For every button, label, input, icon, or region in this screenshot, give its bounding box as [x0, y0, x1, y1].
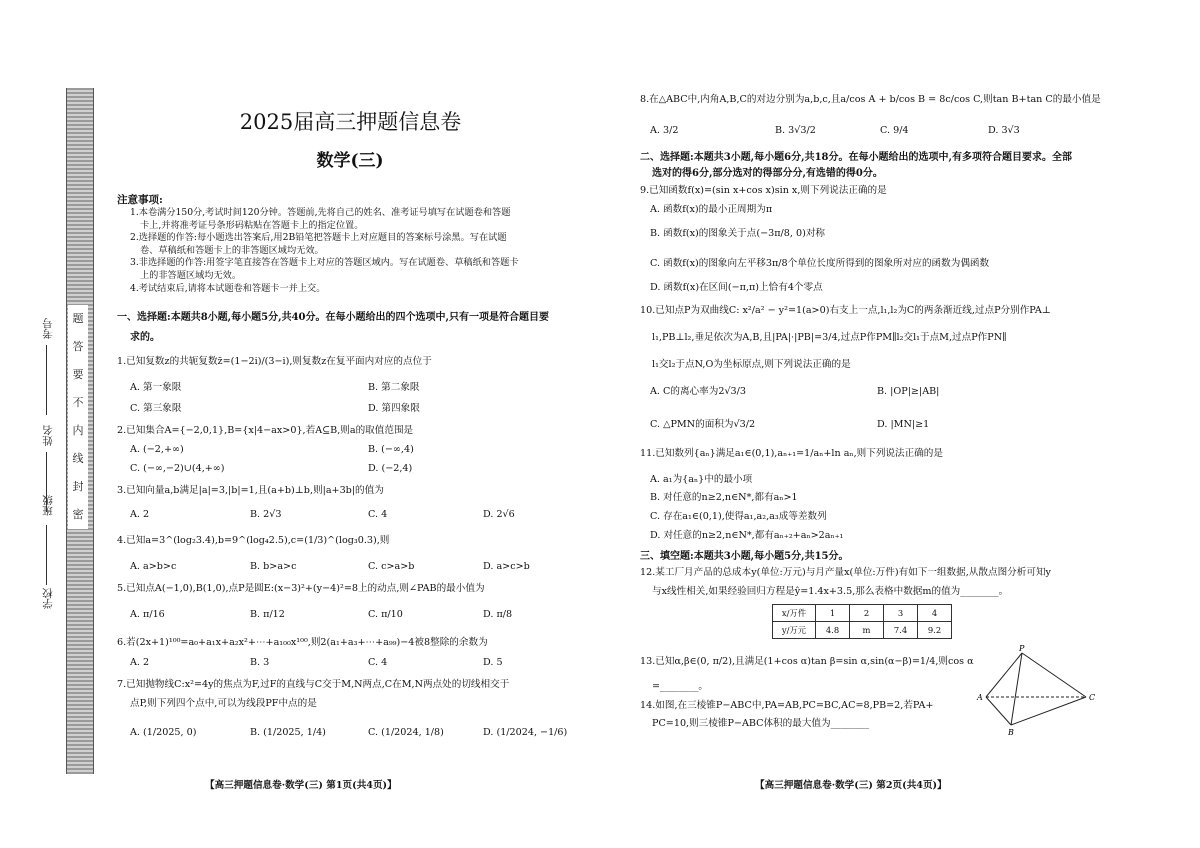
- q14-stem-cont: PC=10,则三棱锥P−ABC体积的最大值为________: [652, 718, 869, 729]
- field-school: 学校: [42, 588, 54, 609]
- table-cell: x/万件: [773, 605, 816, 622]
- q1-stem: 1.已知复数z的共轭复数z̄=(1−2i)/(3−i),则复数z在复平面内对应的点位于: [117, 356, 432, 367]
- vertex-label-a: A: [977, 693, 983, 702]
- q5-option-a: A. π/16: [130, 609, 165, 620]
- q2-option-b: B. (−∞,4): [368, 444, 414, 455]
- q10-stem-cont: l₁,PB⊥l₂,垂足依次为A,B,且|PA|·|PB|=3/4,过点P作PM∥l₂交l₁于点M,过点P作PN∥: [652, 332, 1007, 343]
- table-cell: 2: [850, 605, 884, 622]
- note-line: 4.考试结束后,请将本试题卷和答题卡一并上交。: [130, 282, 326, 294]
- q11-option-c: C. 存在a₁∈(0,1),使得a₁,a₂,a₃成等差数列: [650, 511, 827, 522]
- section1-heading: 一、选择题:本题共8小题,每小题5分,共40分。在每小题给出的四个选项中,只有一项是符合题目要: [117, 312, 549, 323]
- vertex-label-c: C: [1089, 693, 1096, 702]
- note-line: 1.本卷满分150分,考试时间120分钟。答题前,先将自己的姓名、准考证号填写在试题卷和答题: [130, 207, 511, 218]
- table-cell: 3: [884, 605, 918, 622]
- q7-option-d: D. (1/2024, −1/6): [483, 727, 568, 738]
- q1-option-d: D. 第四象限: [368, 403, 420, 414]
- table-cell: 1: [816, 605, 850, 622]
- note-line: 2.选择题的作答:每小题选出答案后,用2B铅笔把答题卡上对应题目的答案标号涂黑。写在试题: [130, 232, 507, 244]
- q7-option-c: C. (1/2024, 1/8): [368, 727, 444, 738]
- note-line: 上的非答题区域均无效。: [140, 269, 242, 281]
- q7-stem-cont: 点P,则下列四个点中,可以为线段PF中点的是: [130, 698, 317, 709]
- table-cell: 4: [918, 605, 952, 622]
- q8-option-a: A. 3/2: [650, 125, 679, 136]
- q11-option-a: A. a₁为{aₙ}中的最小项: [650, 474, 753, 485]
- vertex-label-b: B: [1008, 728, 1014, 737]
- q8-option-d: D. 3√3: [988, 125, 1020, 136]
- q10-option-b: B. |OP|≥|AB|: [877, 386, 940, 397]
- field-class: 班级: [42, 495, 54, 516]
- q2-option-d: D. (−2,4): [368, 463, 413, 474]
- q7-option-a: A. (1/2025, 0): [130, 727, 197, 738]
- q1-option-b: B. 第二象限: [368, 382, 420, 393]
- q6-option-a: A. 2: [130, 657, 150, 668]
- q3-stem: 3.已知向量a,b满足|a|=3,|b|=1,且(a+b)⊥b,则|a+3b|的值为: [117, 485, 384, 496]
- field-line: [46, 525, 47, 585]
- seal-text: 题 答 要 不 内 线 封 密: [68, 305, 88, 529]
- table-row: [773, 605, 952, 622]
- q10-option-a: A. C的离心率为2√3/3: [650, 386, 746, 397]
- q13-stem: 13.已知α,β∈(0, π/2),且满足(1+cos α)tan β=sin α,sin(α−β)=1/4,则cos α: [640, 656, 974, 667]
- q1-option-a: A. 第一象限: [130, 382, 182, 393]
- table-cell: 9.2: [918, 622, 952, 639]
- q2-option-c: C. (−∞,−2)∪(4,+∞): [130, 463, 225, 474]
- vertex-label-p: P: [1019, 645, 1025, 653]
- q8-option-c: C. 9/4: [880, 125, 909, 136]
- section2-heading: 二、选择题:本题共3小题,每小题6分,共18分。在每小题给出的选项中,有多项符合题目要求。全部: [640, 152, 1072, 163]
- field-name: 姓名: [42, 425, 54, 446]
- exam-title: 2025届高三押题信息卷: [239, 110, 462, 134]
- q9-option-d: D. 函数f(x)在区间(−π,π)上恰有4个零点: [650, 282, 823, 293]
- q8-stem: 8.在△ABC中,内角A,B,C的对边分别为a,b,c,且a/cos A + b/cos B = 8c/cos C,则tan B+tan C的最小值是: [640, 94, 1101, 105]
- note-line: 卷、草稿纸和答题卡上的非答题区域均无效。: [140, 244, 324, 256]
- q6-option-b: B. 3: [250, 657, 270, 668]
- q12-stem: 12.某工厂月产品的总成本y(单位:万元)与月产量x(单位:万件)有如下一组数据,从散点图分析可知y: [640, 567, 1051, 578]
- q3-option-b: B. 2√3: [250, 509, 282, 520]
- q13-stem-cont: =________。: [652, 681, 709, 692]
- q14-tetrahedron-figure: [975, 645, 1100, 737]
- q8-option-b: B. 3√3/2: [775, 125, 816, 136]
- q10-stem: 10.已知点P为双曲线C: x²/a² − y²=1(a>0)右支上一点,l₁,l₂为C的两条渐近线,过点P分别作PA⊥: [640, 305, 1051, 316]
- q10-stem-cont: l₁交l₂于点N,O为坐标原点,则下列说法正确的是: [652, 359, 851, 370]
- q6-option-d: D. 5: [483, 657, 503, 668]
- table-cell: m: [850, 622, 884, 639]
- q2-option-a: A. (−2,+∞): [130, 444, 184, 455]
- q14-stem: 14.如图,在三棱锥P−ABC中,PA=AB,PC=BC,AC=8,PB=2,若PA+: [640, 700, 934, 711]
- q6-option-c: C. 4: [368, 657, 388, 668]
- q1-option-c: C. 第三象限: [130, 403, 182, 414]
- note-line: 卡上,并将准考证号条形码粘贴在答题卡上的指定位置。: [140, 219, 364, 231]
- q11-option-b: B. 对任意的n≥2,n∈N*,都有aₙ>1: [650, 492, 798, 503]
- q10-option-c: C. △PMN的面积为√3/2: [650, 419, 756, 430]
- note-line: 3.非选择题的作答:用签字笔直接答在答题卡上对应的答题区域内。写在试题卷、草稿纸和答题卡: [130, 257, 519, 269]
- q9-option-c: C. 函数f(x)的图象向左平移3π/8个单位长度所得到的图象所对应的函数为偶函数: [650, 258, 990, 269]
- q7-stem: 7.已知抛物线C:x²=4y的焦点为F,过F的直线与C交于M,N两点,C在M,N两点处的切线相交于: [117, 679, 510, 690]
- q4-option-b: B. b>a>c: [250, 561, 297, 572]
- q3-option-a: A. 2: [130, 509, 150, 520]
- section3-heading: 三、填空题:本题共3小题,每小题5分,共15分。: [640, 551, 849, 562]
- q4-option-a: A. a>b>c: [130, 561, 177, 572]
- notes-list: [130, 207, 600, 295]
- table-row: [773, 622, 952, 639]
- page2-footer: 【高三押题信息卷·数学(三) 第2页(共4页)】: [755, 780, 947, 791]
- q12-stem-cont: 与x线性相关,如果经验回归方程是ŷ=1.4x+3.5,那么表格中数据m的值为________。: [652, 586, 1009, 597]
- q9-stem: 9.已知函数f(x)=(sin x+cos x)sin x,则下列说法正确的是: [640, 185, 887, 196]
- section2-heading-cont: 选对的得6分,部分选对的得部分分,有选错的得0分。: [652, 168, 883, 179]
- q2-stem: 2.已知集合A={−2,0,1},B={x|4−ax>0},若A⊆B,则a的取值范围是: [117, 425, 414, 436]
- q4-option-d: D. a>c>b: [483, 561, 530, 572]
- section1-heading-cont: 求的。: [130, 332, 160, 343]
- q6-stem: 6.若(2x+1)¹⁰⁰=a₀+a₁x+a₂x²+⋯+a₁₀₀x¹⁰⁰,则2(a₁+a₃+⋯+a₉₉)−4被8整除的余数为: [117, 637, 488, 648]
- notes-heading: 注意事项:: [117, 194, 163, 206]
- q4-option-c: C. c>a>b: [368, 561, 415, 572]
- q5-option-d: D. π/8: [483, 609, 513, 620]
- q11-stem: 11.已知数列{aₙ}满足a₁∈(0,1),aₙ₊₁=1/aₙ+ln aₙ,则下列说法正确的是: [640, 448, 943, 459]
- q5-option-b: B. π/12: [250, 609, 285, 620]
- q5-stem: 5.已知点A(−1,0),B(1,0),点P是圆E:(x−3)²+(y−4)²=8上的动点,则∠PAB的最小值为: [117, 583, 485, 594]
- q11-option-d: D. 对任意的n≥2,n∈N*,都有aₙ₊₂+aₙ>2aₙ₊₁: [650, 530, 844, 541]
- q7-option-b: B. (1/2025, 1/4): [250, 727, 326, 738]
- q5-option-c: C. π/10: [368, 609, 403, 620]
- exam-subtitle: 数学(三): [316, 151, 384, 171]
- table-cell: y/万元: [773, 622, 816, 639]
- table-cell: 4.8: [816, 622, 850, 639]
- field-exam-number: 考号: [42, 318, 54, 339]
- q10-option-d: D. |MN|≥1: [877, 419, 930, 430]
- q3-option-c: C. 4: [368, 509, 388, 520]
- q4-stem: 4.已知a=3^(log₂3.4),b=9^(log₄2.5),c=(1/3)^(log₃0.3),则: [117, 535, 390, 546]
- q9-option-b: B. 函数f(x)的图象关于点(−3π/8, 0)对称: [650, 228, 826, 239]
- q9-option-a: A. 函数f(x)的最小正周期为π: [650, 204, 773, 215]
- q3-option-d: D. 2√6: [483, 509, 515, 520]
- q12-data-table: [772, 604, 952, 639]
- table-cell: 7.4: [884, 622, 918, 639]
- page1-footer: 【高三押题信息卷·数学(三) 第1页(共4页)】: [205, 780, 397, 791]
- field-line: [46, 345, 47, 415]
